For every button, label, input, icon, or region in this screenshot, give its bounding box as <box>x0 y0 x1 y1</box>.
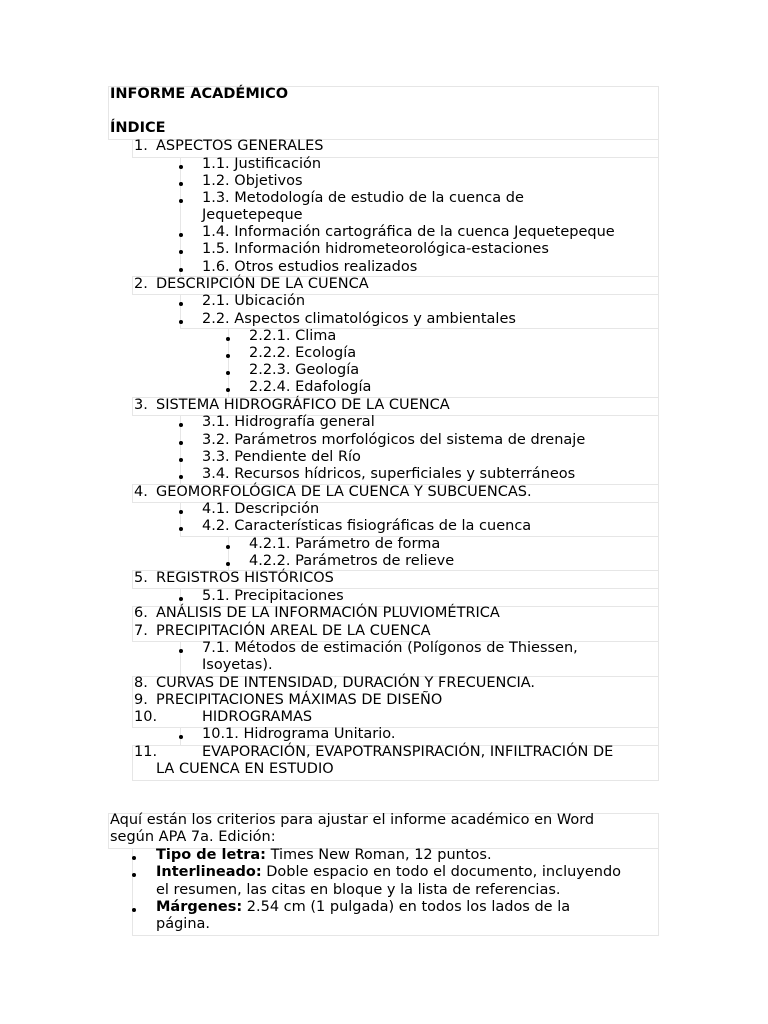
bullet <box>179 597 183 601</box>
section-10-num: 10. <box>134 709 158 725</box>
bullet <box>179 527 183 531</box>
bullet <box>179 268 183 272</box>
bullet <box>179 182 183 186</box>
criteria-label: Tipo de letra: <box>156 847 266 863</box>
subsection-3-3: 3.3. Pendiente del Río <box>202 449 361 465</box>
bullet <box>179 458 183 462</box>
criteria-text: Times New Roman, 12 puntos. <box>265 847 492 863</box>
criteria-label: Interlineado: <box>156 864 262 880</box>
bullet <box>226 562 230 566</box>
section-11-title-cont: LA CUENCA EN ESTUDIO <box>156 761 334 777</box>
bullet <box>226 545 230 549</box>
criteria-item-spacing-cont: el resumen, las citas en bloque y la lista de referencias. <box>156 882 561 898</box>
subsection-4-2-1: 4.2.1. Parámetro de forma <box>249 536 441 552</box>
criteria-intro-line-2: según APA 7a. Edición: <box>110 829 276 845</box>
subsection-3-1: 3.1. Hidrografía general <box>202 414 375 430</box>
criteria-item-margins <box>156 899 570 916</box>
section-3-num: 3. <box>134 397 148 413</box>
bullet <box>179 199 183 203</box>
bullet <box>179 250 183 254</box>
subsection-1-4: 1.4. Información cartográfica de la cuenca Jequetepeque <box>202 224 615 240</box>
section-4-num: 4. <box>134 484 148 500</box>
subsection-1-3-cont: Jequetepeque <box>202 207 303 223</box>
bullet <box>179 320 183 324</box>
subsection-7-1: 7.1. Métodos de estimación (Polígonos de Thiessen, <box>202 640 578 656</box>
subsection-4-2: 4.2. Características fisiográficas de la cuenca <box>202 518 532 534</box>
bullet <box>179 475 183 479</box>
section-9-num: 9. <box>134 692 148 708</box>
criteria-text: 2.54 cm (1 pulgada) en todos los lados de la <box>242 899 571 915</box>
section-5-title: REGISTROS HISTÓRICOS <box>156 570 334 586</box>
bullet <box>179 233 183 237</box>
section-11-num: 11. <box>134 744 158 760</box>
subsection-2-2-4: 2.2.4. Edafología <box>249 379 372 395</box>
subsection-1-2: 1.2. Objetivos <box>202 173 303 189</box>
report-title: INFORME ACADÉMICO <box>110 86 289 102</box>
subsection-2-2: 2.2. Aspectos climatológicos y ambientales <box>202 311 516 327</box>
section-7-title: PRECIPITACIÓN AREAL DE LA CUENCA <box>156 623 431 639</box>
index-heading: ÍNDICE <box>110 120 166 136</box>
criteria-item-margins-cont: página. <box>156 916 211 932</box>
bullet <box>179 649 183 653</box>
section-6-title: ANÁLISIS DE LA INFORMACIÓN PLUVIOMÉTRICA <box>156 605 500 621</box>
subsection-3-4: 3.4. Recursos hídricos, superficiales y subterráneos <box>202 466 576 482</box>
subsection-2-2-1: 2.2.1. Clima <box>249 328 337 344</box>
section-5-num: 5. <box>134 570 148 586</box>
subsection-3-2: 3.2. Parámetros morfológicos del sistema de drenaje <box>202 432 586 448</box>
bullet <box>226 354 230 358</box>
bullet <box>132 908 136 912</box>
section-6-num: 6. <box>134 605 148 621</box>
subsection-7-1-cont: Isoyetas). <box>202 657 273 673</box>
subsection-2-2-2: 2.2.2. Ecología <box>249 345 357 361</box>
bullet <box>132 856 136 860</box>
bullet <box>226 388 230 392</box>
section-8-num: 8. <box>134 675 148 691</box>
section-11-title: EVAPORACIÓN, EVAPOTRANSPIRACIÓN, INFILTRACIÓN DE <box>202 744 614 760</box>
bullet <box>226 337 230 341</box>
bullet <box>179 423 183 427</box>
subsection-1-5: 1.5. Información hidrometeorológica-estaciones <box>202 241 549 257</box>
subsection-2-1: 2.1. Ubicación <box>202 293 306 309</box>
bullet <box>179 165 183 169</box>
section-9-title: PRECIPITACIONES MÁXIMAS DE DISEÑO <box>156 692 443 708</box>
section-2-title: DESCRIPCIÓN DE LA CUENCA <box>156 276 369 292</box>
subsection-10-1: 10.1. Hidrograma Unitario. <box>202 726 396 742</box>
subsection-2-2-3: 2.2.3. Geología <box>249 362 360 378</box>
subsection-5-1: 5.1. Precipitaciones <box>202 588 344 604</box>
subsection-4-1: 4.1. Descripción <box>202 501 320 517</box>
subsection-1-6: 1.6. Otros estudios realizados <box>202 259 418 275</box>
section-10-title: HIDROGRAMAS <box>202 709 313 725</box>
section-2-num: 2. <box>134 276 148 292</box>
bullet <box>226 371 230 375</box>
section-1: 1. <box>134 138 148 154</box>
section-7-num: 7. <box>134 623 148 639</box>
subsection-4-2-2: 4.2.2. Parámetros de relieve <box>249 553 455 569</box>
section-1-title: ASPECTOS GENERALES <box>156 138 324 154</box>
criteria-item-font <box>156 847 492 864</box>
bullet <box>179 302 183 306</box>
criteria-label: Márgenes: <box>156 899 243 915</box>
criteria-item-spacing <box>156 864 621 881</box>
bullet <box>132 873 136 877</box>
bullet <box>179 510 183 514</box>
bullet <box>179 441 183 445</box>
bullet <box>179 735 183 739</box>
section-4-title: GEOMORFOLÓGICA DE LA CUENCA Y SUBCUENCAS. <box>156 484 532 500</box>
subsection-1-3: 1.3. Metodología de estudio de la cuenca de <box>202 190 524 206</box>
criteria-text: Doble espacio en todo el documento, incluyendo <box>261 864 622 880</box>
section-3-title: SISTEMA HIDROGRÁFICO DE LA CUENCA <box>156 397 450 413</box>
subsection-1-1: 1.1. Justificación <box>202 156 322 172</box>
criteria-intro-line-1: Aquí están los criterios para ajustar el informe académico en Word <box>110 812 595 828</box>
section-8-title: CURVAS DE INTENSIDAD, DURACIÓN Y FRECUENCIA. <box>156 675 536 691</box>
